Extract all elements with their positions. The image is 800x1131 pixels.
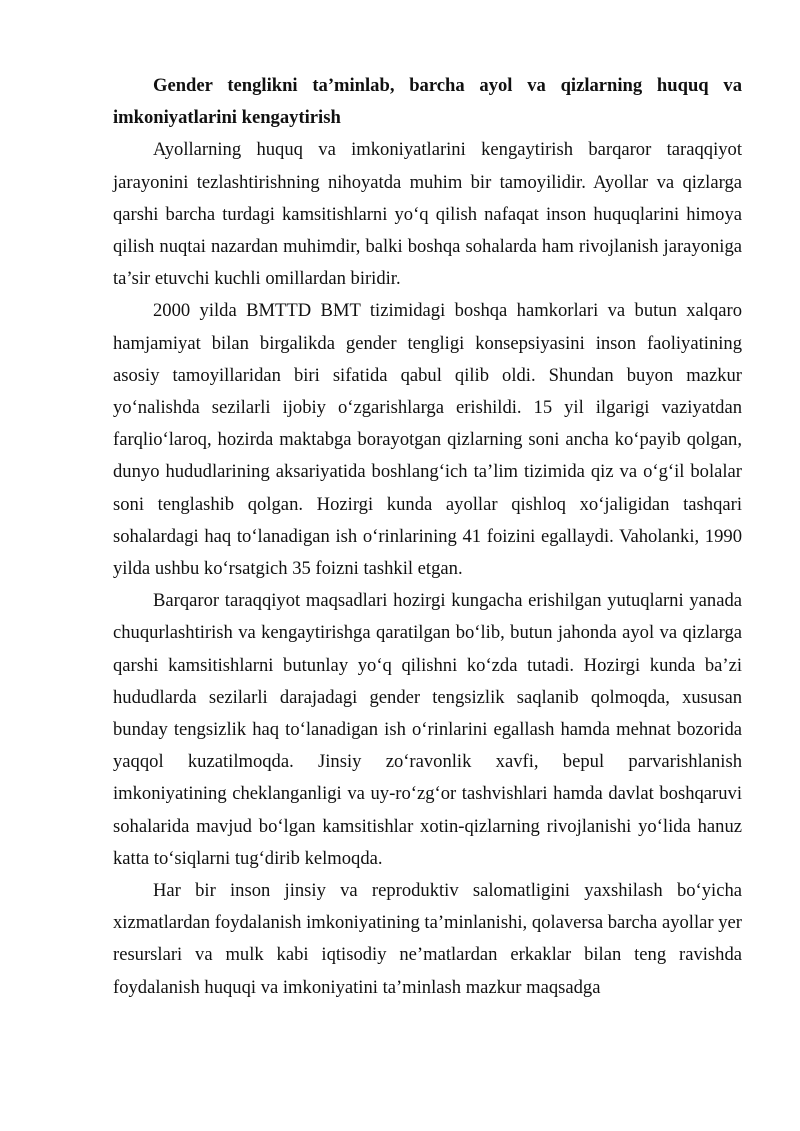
paragraph-3: Barqaror taraqqiyot maqsadlari hozirgi kungacha erishilgan yutuqlarni yanada chuqurlashtirish va kengaytirishga qaratilgan bo‘lib, butun jahonda ayol va qizlarga qarshi kamsitishlarni butunlay yo‘q qilishni ko‘zda tutadi. Hozirgi kunda ba’zi hududlarda sezilarli darajadagi gender tengsizlik saqlanib qolmoqda, xususan bunday tengsizlik haq to‘lanadigan ish o‘rinlarini egallash hamda mehnat bozorida yaqqol kuzatilmoqda. Jinsiy zo‘ravonlik xavfi, bepul parvarishlanish imkoniyatining cheklanganligi va uy-ro‘zg‘or tashvishlari hamda davlat boshqaruvi sohalarida mavjud bo‘lgan kamsitishlar xotin-qizlarning rivojlanishi yo‘lida hanuz katta to‘siqlarni tug‘dirib kelmoqda. [113,590,742,869]
paragraph-2: 2000 yilda BMTTD BMT tizimidagi boshqa hamkorlari va butun xalqaro hamjamiyat bilan birgalikda gender tengligi konsepsiyasini inson faoliyatining asosiy tamoyillaridan biri sifatida qabul qilib oldi. Shundan buyon mazkur yo‘nalishda sezilarli ijobiy o‘zgarishlarga erishildi. 15 yil ilgarigi vaziyatdan farqlio‘laroq, hozirda maktabga borayotgan qizlarning soni ancha ko‘payib qolgan, dunyo hududlarining aksariyatida boshlang‘ich ta’lim tizimida qiz va o‘g‘il bolalar soni tenglashib qolgan. Hozirgi kunda ayollar qishloq xo‘jaligidan tashqari sohalardagi haq to‘lanadigan ish o‘rinlarining 41 foizini egallaydi. Vaholanki, 1990 yilda ushbu ko‘rsatgich 35 foizni tashkil etgan. [113,300,742,580]
paragraph-4: Har bir inson jinsiy va reproduktiv salomatligini yaxshilash bo‘yicha xizmatlardan foydalanish imkoniyatining ta’minlanishi, qolaversa barcha ayollar yer resurslari va mulk kabi iqtisodiy ne’matlardan erkaklar bilan teng ravishda foydalanish huquqi va imkoniyatini ta’minlash mazkur maqsadga [113,880,742,998]
section-heading: Gender tenglikni ta’minlab, barcha ayol va qizlarning huquq va imkoniyatlarini kengaytirish [113,75,742,129]
paragraph-1: Ayollarning huquq va imkoniyatlarini kengaytirish barqaror taraqqiyot jarayonini tezlashtirishning nihoyatda muhim bir tamoyilidir. Ayollar va qizlarga qarshi barcha turdagi kamsitishlarni yo‘q qilish nafaqat inson huquqlarini himoya qilish nuqtai nazardan muhimdir, balki boshqa sohalarda ham rivojlanish jarayoniga ta’sir etuvchi kuchli omillardan biridir. [113,139,742,290]
document-page [113,70,742,1004]
